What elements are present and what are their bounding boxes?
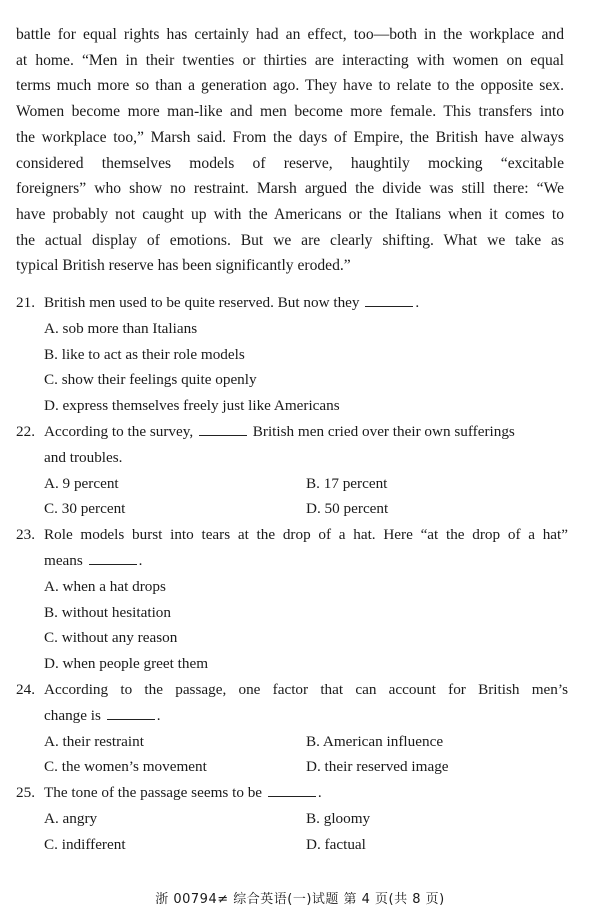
option-c[interactable]: C. without any reason bbox=[44, 629, 178, 647]
options bbox=[44, 729, 568, 781]
answer-blank bbox=[107, 705, 155, 720]
question-25 bbox=[16, 780, 568, 857]
option-d[interactable]: D. 50 percent bbox=[306, 500, 389, 518]
question-21 bbox=[16, 290, 568, 419]
option-c[interactable]: C. indifferent bbox=[44, 835, 126, 853]
passage-line: Women become more man-like and men become more female. This transfers into bbox=[16, 103, 564, 121]
question-stem bbox=[16, 290, 568, 316]
option-c[interactable]: C. show their feelings quite openly bbox=[44, 371, 257, 389]
reading-passage bbox=[16, 22, 564, 279]
option-d[interactable]: D. express themselves freely just like Americans bbox=[44, 397, 340, 415]
answer-blank bbox=[268, 782, 316, 797]
option-b[interactable]: B. gloomy bbox=[306, 809, 371, 827]
passage-line: terms much more so than a generation ago. They have to relate to the opposite sex. bbox=[16, 77, 564, 95]
answer-blank bbox=[365, 292, 413, 307]
stem-text: change is bbox=[44, 706, 101, 724]
answer-blank bbox=[89, 550, 137, 565]
option-b[interactable]: B. like to act as their role models bbox=[44, 345, 245, 363]
option-a[interactable]: A. angry bbox=[44, 809, 98, 827]
options bbox=[44, 316, 568, 419]
question-number: 24. bbox=[16, 680, 35, 698]
option-a[interactable]: A. when a hat drops bbox=[44, 577, 166, 595]
stem-text: British men used to be quite reserved. But now they bbox=[44, 294, 360, 311]
passage-line: considered themselves models of reserve, haughtily mocking “excitable bbox=[16, 154, 564, 172]
options bbox=[44, 806, 568, 858]
option-a[interactable]: A. sob more than Italians bbox=[44, 319, 198, 337]
stem-text: According to the passage, one factor that can account for British men’s bbox=[44, 680, 568, 698]
question-stem bbox=[16, 677, 568, 729]
stem-text: Role models burst into tears at the drop of a hat. Here “at the drop of a hat” bbox=[44, 526, 568, 544]
option-c[interactable]: C. the women’s movement bbox=[44, 758, 207, 776]
option-b[interactable]: B. 17 percent bbox=[306, 474, 388, 492]
question-23 bbox=[16, 522, 568, 677]
stem-text: means bbox=[44, 551, 83, 569]
answer-blank bbox=[199, 421, 247, 436]
question-24 bbox=[16, 677, 568, 780]
option-d[interactable]: D. their reserved image bbox=[306, 758, 449, 776]
stem-text: . bbox=[156, 706, 161, 724]
question-stem bbox=[16, 522, 568, 574]
question-number: 23. bbox=[16, 526, 35, 544]
stem-text: . bbox=[138, 551, 143, 569]
passage-line: foreigners” who show no restraint. Marsh argued the divide was still there: “We bbox=[16, 180, 564, 198]
option-d[interactable]: D. factual bbox=[306, 835, 366, 853]
option-b[interactable]: B. without hesitation bbox=[44, 603, 171, 621]
stem-text: . bbox=[415, 294, 420, 311]
passage-line: the workplace too,” Marsh said. From the days of Empire, the British have always bbox=[16, 128, 564, 146]
stem-text: British men cried over their own sufferings bbox=[252, 422, 515, 440]
question-stem bbox=[16, 419, 568, 471]
option-b[interactable]: B. American influence bbox=[306, 732, 444, 750]
question-22 bbox=[16, 419, 568, 522]
options bbox=[44, 574, 568, 677]
passage-line: at home. “Men in their twenties or thirties are interacting with women on equal bbox=[16, 51, 564, 69]
stem-text: The tone of the passage seems to be bbox=[44, 784, 263, 802]
passage-line: battle for equal rights has certainly had an effect, too—both in the workplace and bbox=[16, 26, 564, 43]
stem-text: . bbox=[317, 784, 322, 802]
option-d[interactable]: D. when people greet them bbox=[44, 655, 209, 673]
question-list bbox=[16, 290, 568, 858]
option-a[interactable]: A. 9 percent bbox=[44, 474, 119, 492]
question-number: 21. bbox=[16, 294, 35, 311]
page-footer: 浙 00794≠ 综合英语(一)试题 第 4 页(共 8 页) bbox=[155, 892, 445, 907]
passage-line: typical British reserve has been significantly eroded.” bbox=[16, 257, 351, 275]
passage-line: have probably not caught up with the Americans or the Italians when it comes to bbox=[16, 205, 564, 223]
option-a[interactable]: A. their restraint bbox=[44, 732, 144, 750]
options bbox=[44, 471, 568, 523]
stem-text: According to the survey, bbox=[44, 422, 194, 440]
question-number: 22. bbox=[16, 422, 35, 440]
option-c[interactable]: C. 30 percent bbox=[44, 500, 126, 518]
question-number: 25. bbox=[16, 784, 35, 802]
question-stem bbox=[16, 780, 568, 806]
stem-text: and troubles. bbox=[44, 448, 123, 466]
passage-line: the actual display of emotions. But we are clearly shifting. What we take as bbox=[16, 231, 564, 249]
